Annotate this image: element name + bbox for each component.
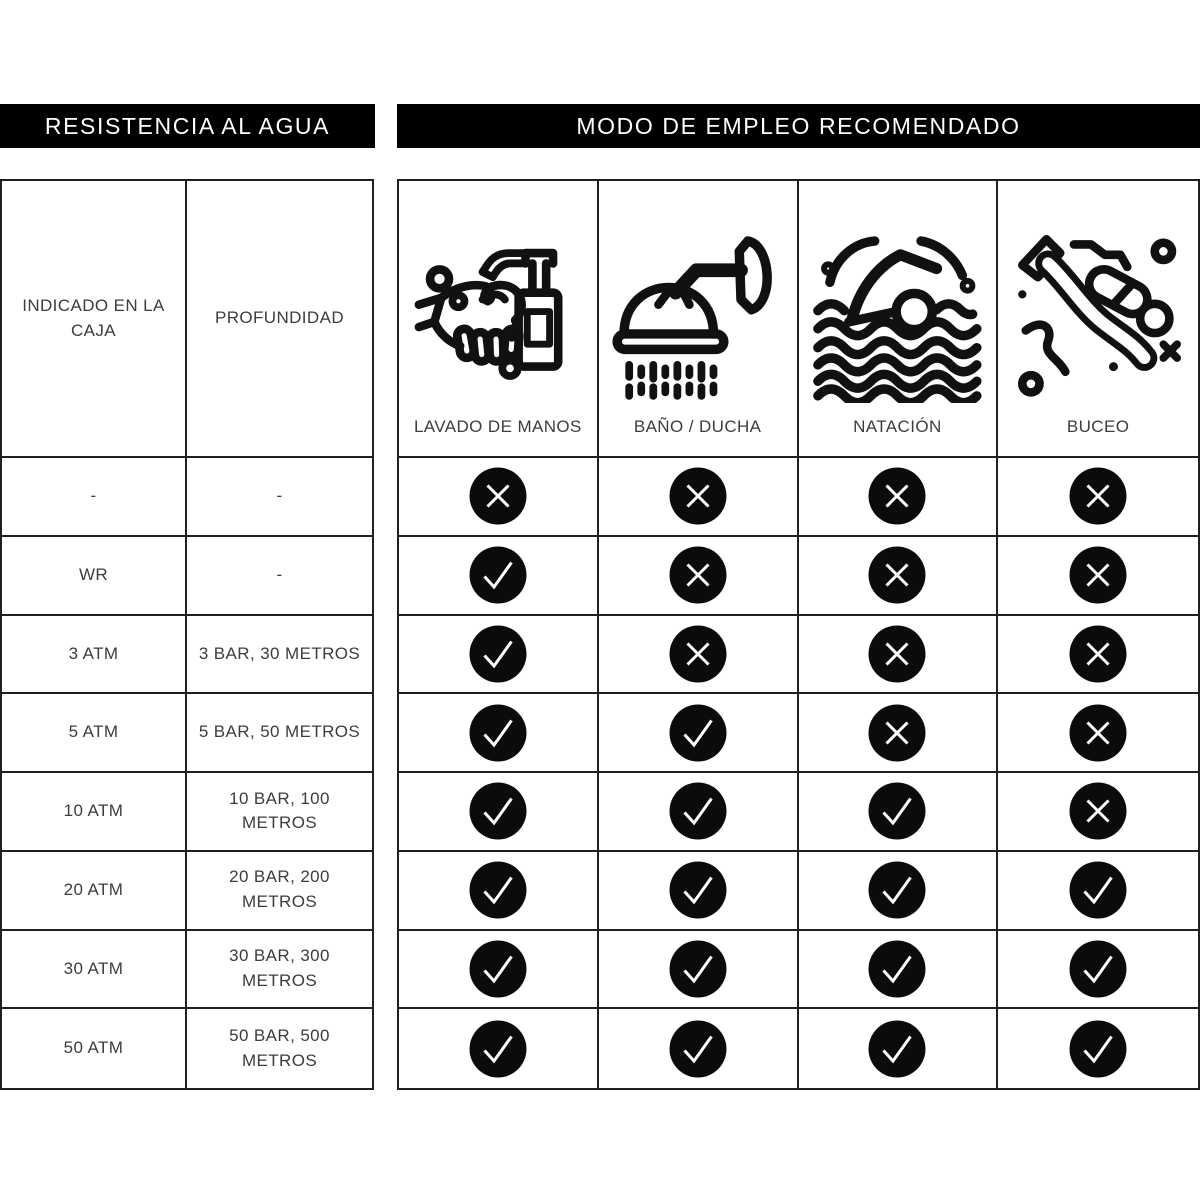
left-panel-title: RESISTENCIA AL AGUA [44, 112, 331, 139]
check-icon [1069, 861, 1127, 919]
check-icon [868, 940, 926, 998]
activity-header-cell [599, 181, 799, 458]
caja-cell: 5 ATM [2, 694, 187, 773]
cross-icon [1069, 625, 1127, 683]
recommended-usage-table [397, 179, 1200, 1090]
caja-cell: 50 ATM [2, 1009, 187, 1088]
usage-cell [599, 773, 799, 852]
diving-icon [1012, 227, 1184, 403]
usage-cell [399, 852, 599, 931]
usage-cell [998, 931, 1198, 1010]
activity-header-cell [799, 181, 999, 458]
cross-icon [469, 467, 527, 525]
usage-cell [998, 537, 1198, 616]
right-panel-title: MODO DE EMPLEO RECOMENDADO [576, 112, 1021, 139]
check-icon [669, 1020, 727, 1078]
caja-cell: WR [2, 537, 187, 616]
check-icon [669, 782, 727, 840]
usage-cell [599, 537, 799, 616]
usage-cell [399, 537, 599, 616]
usage-cell [799, 773, 999, 852]
usage-cell [399, 694, 599, 773]
caja-cell: 3 ATM [2, 616, 187, 695]
activity-label: LAVADO DE MANOS [413, 417, 582, 437]
water-resistance-table [0, 179, 374, 1090]
usage-cell [998, 694, 1198, 773]
usage-cell [599, 458, 799, 537]
profundidad-cell: 5 BAR, 50 METROS [187, 694, 372, 773]
usage-cell [998, 773, 1198, 852]
usage-cell [399, 931, 599, 1010]
usage-cell [799, 852, 999, 931]
usage-cell [599, 694, 799, 773]
check-icon [1069, 1020, 1127, 1078]
check-icon [669, 861, 727, 919]
activity-header-cell [998, 181, 1198, 458]
check-icon [669, 940, 727, 998]
profundidad-cell: 3 BAR, 30 METROS [187, 616, 372, 695]
profundidad-cell: 10 BAR, 100 METROS [187, 773, 372, 852]
check-icon [868, 861, 926, 919]
usage-cell [399, 773, 599, 852]
cross-icon [868, 467, 926, 525]
cross-icon [669, 467, 727, 525]
profundidad-cell: - [187, 537, 372, 616]
cross-icon [868, 546, 926, 604]
right-panel-title-bar [397, 104, 1200, 148]
usage-cell [599, 1009, 799, 1088]
profundidad-cell: 30 BAR, 300 METROS [187, 931, 372, 1010]
usage-cell [399, 1009, 599, 1088]
cross-icon [868, 704, 926, 762]
column-header-indicado-en-la-caja: INDICADO EN LA CAJA [2, 181, 187, 458]
check-icon [469, 625, 527, 683]
cross-icon [868, 625, 926, 683]
check-icon [669, 704, 727, 762]
usage-cell [399, 616, 599, 695]
shower-icon [612, 227, 784, 403]
usage-cell [599, 616, 799, 695]
activity-label: BUCEO [1066, 417, 1130, 437]
swimming-icon [811, 227, 983, 403]
usage-cell [599, 852, 799, 931]
usage-cell [998, 616, 1198, 695]
usage-cell [799, 931, 999, 1010]
profundidad-cell: - [187, 458, 372, 537]
cross-icon [1069, 546, 1127, 604]
usage-cell [998, 1009, 1198, 1088]
usage-cell [998, 458, 1198, 537]
cross-icon [1069, 782, 1127, 840]
profundidad-cell: 20 BAR, 200 METROS [187, 852, 372, 931]
cross-icon [1069, 467, 1127, 525]
check-icon [868, 782, 926, 840]
caja-cell: - [2, 458, 187, 537]
left-panel-title-bar [0, 104, 375, 148]
check-icon [469, 704, 527, 762]
usage-cell [799, 537, 999, 616]
cross-icon [669, 546, 727, 604]
check-icon [469, 546, 527, 604]
check-icon [469, 861, 527, 919]
check-icon [1069, 940, 1127, 998]
cross-icon [1069, 704, 1127, 762]
handwash-icon [412, 227, 584, 403]
column-header-profundidad: PROFUNDIDAD [187, 181, 372, 458]
cross-icon [669, 625, 727, 683]
activity-label: BAÑO / DUCHA [633, 417, 762, 437]
usage-cell [799, 458, 999, 537]
usage-cell [399, 458, 599, 537]
caja-cell: 30 ATM [2, 931, 187, 1010]
check-icon [469, 782, 527, 840]
activity-header-cell [399, 181, 599, 458]
activity-label: NATACIÓN [853, 417, 942, 437]
usage-cell [799, 694, 999, 773]
check-icon [469, 1020, 527, 1078]
check-icon [469, 940, 527, 998]
caja-cell: 20 ATM [2, 852, 187, 931]
usage-cell [998, 852, 1198, 931]
profundidad-cell: 50 BAR, 500 METROS [229, 1025, 330, 1070]
usage-cell [799, 616, 999, 695]
usage-cell [799, 1009, 999, 1088]
usage-cell [599, 931, 799, 1010]
check-icon [868, 1020, 926, 1078]
caja-cell: 10 ATM [2, 773, 187, 852]
